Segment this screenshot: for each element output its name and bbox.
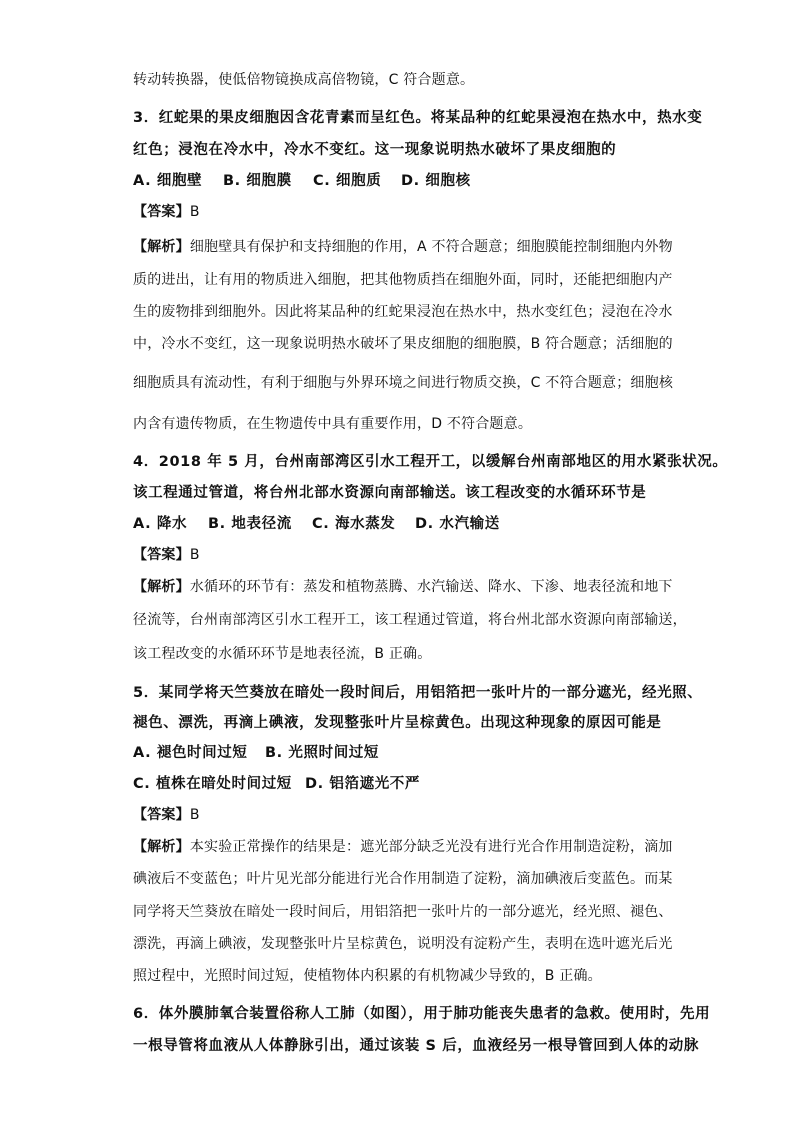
question-5-analysis-5: 照过程中，光照时间过短，使植物体内积累的有机物减少导致的，B 正确。	[133, 968, 602, 984]
option-d: D. 铝箔遮光不严	[305, 776, 420, 792]
question-6-line-1: 6．体外膜肺氧合装置俗称人工肺（如图），用于肺功能丧失患者的急救。使用时，先用	[133, 1006, 711, 1022]
question-4-line-2: 该工程通过管道，将台州北部水资源向南部输送。该工程改变的水循环环节是	[133, 485, 647, 501]
option-c: C. 细胞质	[313, 173, 382, 189]
answer-value: B	[189, 547, 200, 563]
answer-value: B	[189, 204, 200, 220]
question-4-analysis-3: 该工程改变的水循环环节是地表径流，B 正确。	[133, 646, 432, 662]
question-3-line-2: 红色；浸泡在冷水中，冷水不变红。这一现象说明热水破坏了果皮细胞的	[133, 142, 617, 158]
question-4-analysis-2: 径流等，台州南部湾区引水工程开工，该工程通过管道，将台州北部水资源向南部输送，	[133, 612, 687, 628]
question-3-analysis-3: 生的废物排到细胞外。因此将某品种的红蛇果浸泡在热水中，热水变红色；浸泡在冷水	[133, 304, 673, 320]
question-3-line-1: 3．红蛇果的果皮细胞因含花青素而呈红色。将某品种的红蛇果浸泡在热水中，热水变	[133, 110, 703, 126]
option-d: D. 水汽输送	[415, 516, 500, 532]
analysis-text: 细胞壁具有保护和支持细胞的作用，A 不符合题意；细胞膜能控制细胞内外物	[189, 239, 673, 255]
option-d: D. 细胞核	[401, 173, 471, 189]
question-3-analysis-5: 细胞质具有流动性，有利于细胞与外界环境之间进行物质交换，C 不符合题意；细胞核	[133, 375, 674, 391]
question-4-options	[133, 514, 673, 534]
analysis-label: 【解析】	[133, 579, 190, 595]
question-5-answer	[133, 805, 673, 825]
analysis-label: 【解析】	[133, 239, 190, 255]
analysis-text: 本实验正常操作的结果是：遮光部分缺乏光没有进行光合作用制造淀粉，滴加	[189, 839, 673, 855]
option-c: C. 植株在暗处时间过短	[133, 776, 292, 792]
analysis-label: 【解析】	[133, 839, 190, 855]
question-5-line-1: 5．某同学将天竺葵放在暗处一段时间后，用铝箔把一张叶片的一部分遮光，经光照、	[133, 685, 703, 701]
question-3-analysis-2: 质的进出，让有用的物质进入细胞，把其他物质挡在细胞外面，同时，还能把细胞内产	[133, 272, 673, 288]
answer-value: B	[189, 807, 200, 823]
question-5-analysis-4: 漂洗，再滴上碘液，发现整张叶片呈棕黄色，说明没有淀粉产生，表明在选叶遮光后光	[133, 936, 673, 952]
question-6-line-2: 一根导管将血液从人体静脉引出，通过该装 S 后，血液经另一根导管回到人体的动脉	[133, 1038, 699, 1054]
question-4-line-1: 4．2018 年 5 月，台州南部湾区引水工程开工，以缓解台州南部地区的用水紧张状况。	[133, 454, 728, 470]
question-5-options-row-1	[133, 743, 673, 763]
question-3-analysis-4: 中，冷水不变红，这一现象说明热水破坏了果皮细胞的细胞膜，B 符合题意；活细胞的	[133, 336, 673, 352]
option-c: C. 海水蒸发	[312, 516, 396, 532]
question-5-analysis-2: 碘液后不变蓝色；叶片见光部分能进行光合作用制造了淀粉，滴加碘液后变蓝色。而某	[133, 871, 673, 887]
question-5-analysis-1	[133, 837, 673, 857]
intro-text: 转动转换器，使低倍物镜换成高倍物镜，C 符合题意。	[133, 72, 475, 88]
answer-label: 【答案】	[133, 547, 190, 563]
question-3-options	[133, 171, 673, 191]
question-4-analysis-1	[133, 577, 673, 597]
answer-label: 【答案】	[133, 204, 190, 220]
question-5-line-2: 褪色、漂洗，再滴上碘液，发现整张叶片呈棕黄色。出现这种现象的原因可能是	[133, 715, 662, 731]
question-4-answer	[133, 545, 673, 565]
option-b: B. 地表径流	[208, 516, 292, 532]
question-5-analysis-3: 同学将天竺葵放在暗处一段时间后，用铝箔把一张叶片的一部分遮光，经光照、褪色、	[133, 904, 673, 920]
option-b: B. 细胞膜	[223, 173, 292, 189]
option-a: A. 褪色时间过短	[133, 745, 248, 761]
question-3-analysis-1	[133, 237, 673, 257]
option-a: A. 细胞壁	[133, 173, 203, 189]
answer-label: 【答案】	[133, 807, 190, 823]
option-a: A. 降水	[133, 516, 188, 532]
question-3-analysis-6: 内含有遗传物质，在生物遗传中具有重要作用，D 不符合题意。	[133, 416, 533, 432]
option-b: B. 光照时间过短	[265, 745, 380, 761]
analysis-text: 水循环的环节有：蒸发和植物蒸腾、水汽输送、降水、下渗、地表径流和地下	[189, 579, 673, 595]
question-3-answer	[133, 202, 673, 222]
question-5-options-row-2	[133, 774, 673, 794]
